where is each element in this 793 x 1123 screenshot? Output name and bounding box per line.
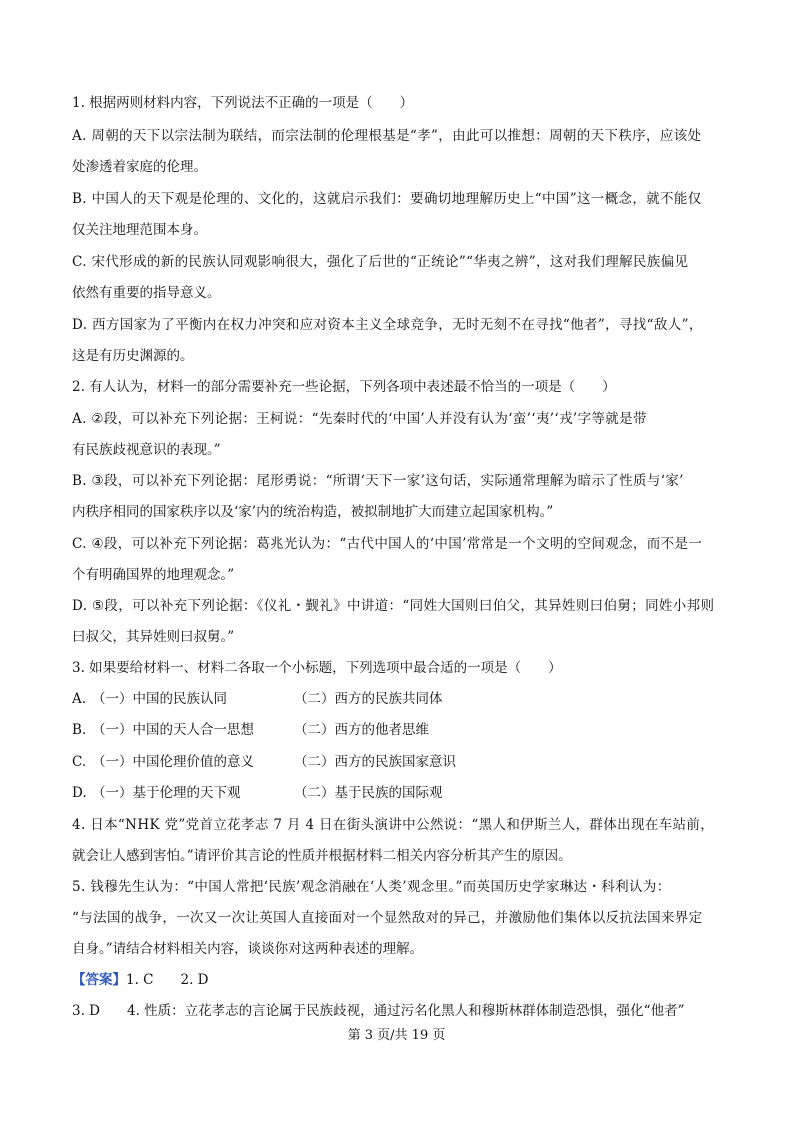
q5-line3: 自身。”请结合材料相关内容，谈谈你对这两种表述的理解。	[72, 941, 424, 957]
q3-option-b-part1: （一）中国的天人合一思想	[92, 722, 254, 738]
answer-line1	[72, 971, 209, 989]
answer-line1-text: 1. C 2. D	[126, 972, 209, 988]
answer-label: 【答案】	[72, 972, 126, 988]
q4-line2: 就会让人感到害怕。”请评价其言论的性质并根据材料二相关内容分析其产生的原因。	[72, 848, 572, 864]
q3-option-d-letter: D.	[72, 785, 87, 801]
q2-option-b-line2: 内秩序相同的国家秩序以及‘家’内的统治构造，被拟制地扩大而建立起国家机构。”	[72, 504, 554, 520]
q2-option-a-line1: A. ②段，可以补充下列论据：王柯说：“先秦时代的‘中国’人并没有认为‘蛮’‘夷’‘戎’字等就是带	[72, 411, 647, 427]
q1-option-d-line1: D. 西方国家为了平衡内在权力冲突和应对资本主义全球竞争，无时无刻不在寻找“他者”，寻找“敌人”，	[72, 317, 703, 333]
q3-option-d-part1: （一）基于伦理的天下观	[92, 785, 241, 801]
q1-option-c-line2: 依然有重要的指导意义。	[72, 285, 221, 301]
q3-option-d-part2: （二）基于民族的国际观	[294, 785, 443, 801]
q3-option-a-part1: （一）中国的民族认同	[92, 691, 227, 707]
q2-option-d-line1: D. ⑤段，可以补充下列论据：《仪礼・觐礼》中讲道：“同姓大国则曰伯父，其异姓则曰伯舅；同姓小邦则	[72, 598, 715, 614]
q1-option-c-line1: C. 宋代形成的新的民族认同观影响很大，强化了后世的“正统论”“华夷之辨”，这对我们理解民族偏见	[72, 254, 689, 270]
q3-option-b-part2: （二）西方的他者思维	[294, 722, 429, 738]
q1-stem: 1. 根据两则材料内容，下列说法不正确的一项是（ ）	[72, 95, 414, 111]
q2-option-a-line2: 有民族歧视意识的表现。”	[72, 442, 221, 458]
q1-option-a-line1: A. 周朝的天下以宗法制为联结，而宗法制的伦理根基是“孝”，由此可以推想：周朝的天下秩序，应该处	[72, 128, 702, 144]
q3-option-c-part2: （二）西方的民族国家意识	[294, 754, 456, 770]
q1-option-b-line1: B. 中国人的天下观是伦理的、文化的，这就启示我们：要确切地理解历史上“中国”这一概念，就不能仅	[72, 191, 702, 207]
q2-stem: 2. 有人认为，材料一的部分需要补充一些论据，下列各项中表述最不恰当的一项是（ ）	[72, 379, 616, 395]
q5-line1: 5. 钱穆先生认为：“中国人常把‘民族’观念消融在‘人类’观念里。”而英国历史学家琳达・科利认为：	[72, 879, 671, 895]
q1-option-b-line2: 仅关注地理范围本身。	[72, 222, 207, 238]
answer-line2: 3. D 4. 性质：立花孝志的言论属于民族歧视，通过污名化黑人和穆斯林群体制造恐惧，强化“他者”	[72, 1003, 685, 1019]
q2-option-c-line1: C. ④段，可以补充下列论据：葛兆光认为：“古代中国人的‘中国’常常是一个文明的空间观念，而不是一	[72, 536, 703, 552]
q5-line2: “与法国的战争，一次又一次让英国人直接面对一个显然敌对的异己，并激励他们集体以反抗法国来界定	[72, 910, 703, 926]
q3-option-c-part1: （一）中国伦理价值的意义	[92, 754, 254, 770]
q1-option-d-line2: 这是有历史渊源的。	[72, 348, 194, 364]
q2-option-b-line1: B. ③段，可以补充下列论据：尾形勇说：“所谓‘天下一家’这句话，实际通常理解为暗示了性质与‘家’	[72, 473, 684, 489]
q1-option-a-line2: 处渗透着家庭的伦理。	[72, 159, 207, 175]
q3-stem: 3. 如果要给材料一、材料二各取一个小标题，下列选项中最合适的一项是（ ）	[72, 660, 562, 676]
q3-option-c-letter: C.	[72, 754, 87, 770]
q3-option-b-letter: B.	[72, 722, 87, 738]
q2-option-d-line2: 曰叔父，其异姓则曰叔舅。”	[72, 629, 235, 645]
q3-option-a-letter: A.	[72, 691, 87, 707]
q2-option-c-line2: 个有明确国界的地理观念。”	[72, 567, 235, 583]
page-footer: 第 3 页/共 19 页	[347, 1028, 446, 1043]
q4-line1: 4. 日本“NHK 党”党首立花孝志 7 月 4 日在街头演讲中公然说：“黑人和伊斯兰人，群体出现在车站前，	[72, 817, 715, 833]
q3-option-a-part2: （二）西方的民族共同体	[294, 691, 443, 707]
